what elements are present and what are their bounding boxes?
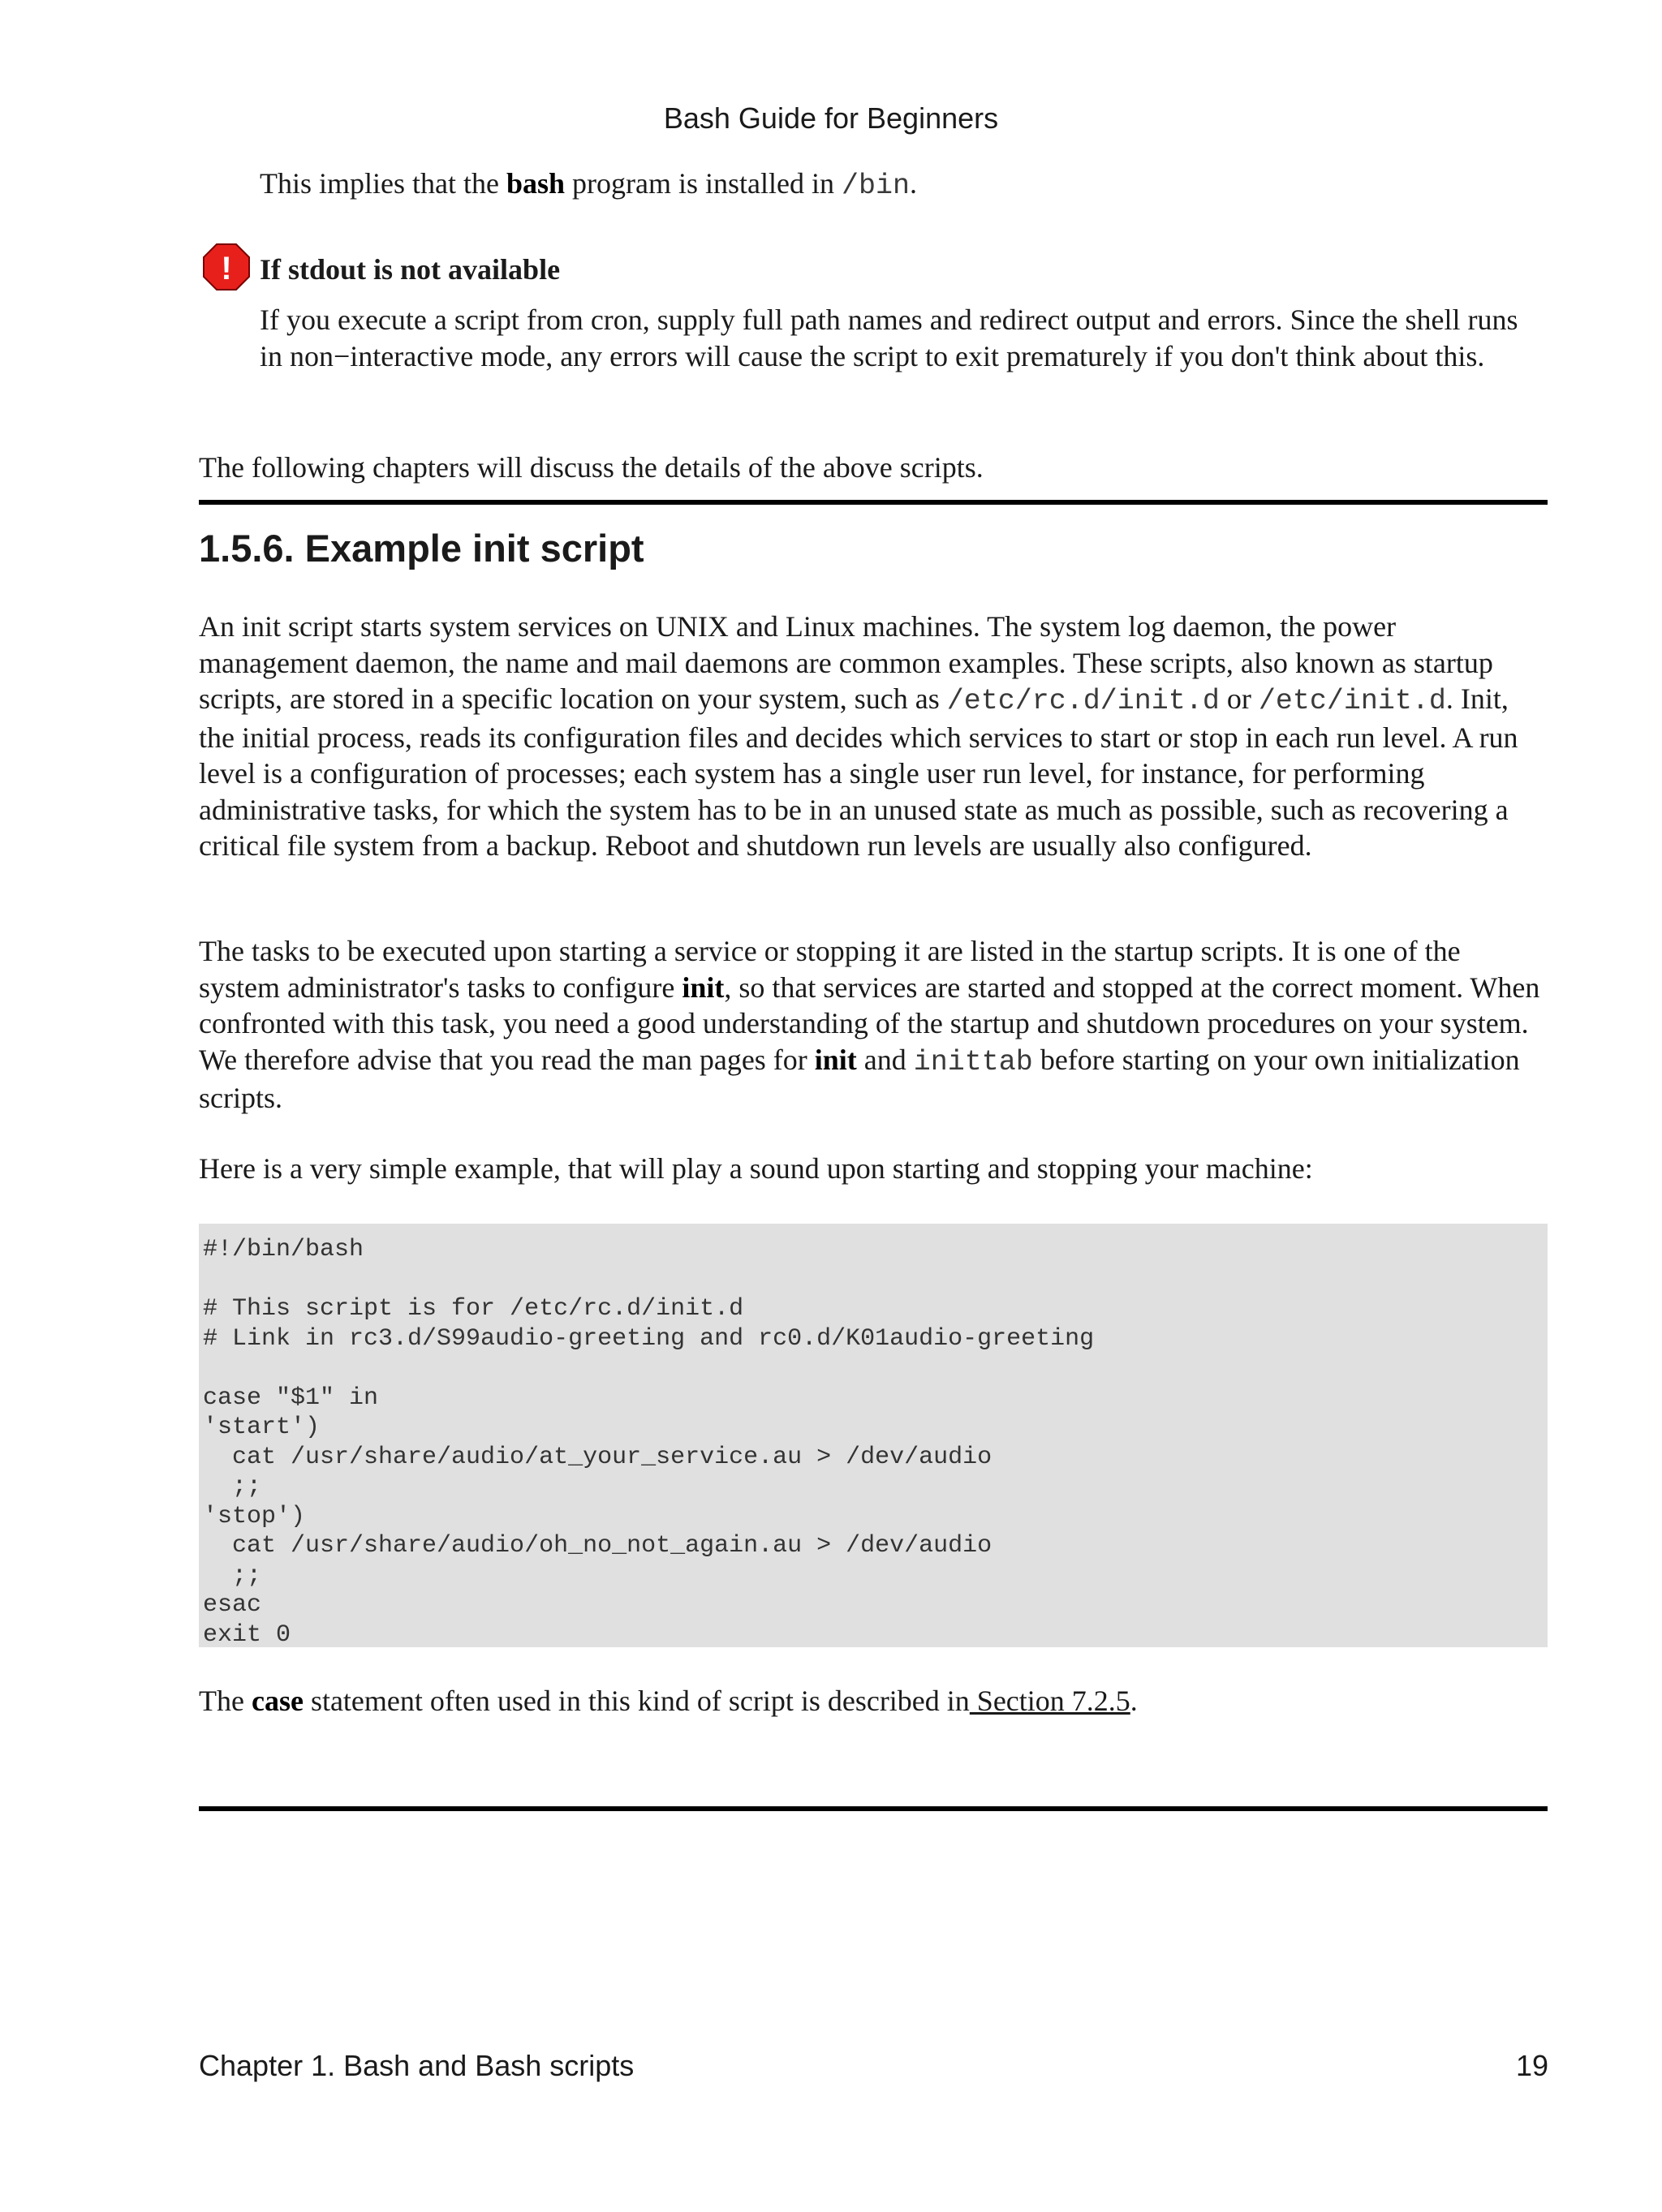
code-line: cat /usr/share/audio/at_your_service.au > /dev/audio (203, 1443, 992, 1471)
p1-code-rcd-initd: /etc/rc.d/init.d (946, 685, 1220, 717)
case-statement-paragraph (199, 1683, 1546, 1719)
init-script-paragraph-1 (199, 609, 1546, 864)
p4-text-a: The (199, 1685, 252, 1717)
section-divider-bottom (199, 1806, 1548, 1811)
p2-text-c: and (856, 1043, 914, 1076)
p2-text-b: , so that services are started and stopped at the correct moment. When confronted with this task, you need a good understanding of the startup and shutdown procedures on your system. We therefore advise that you read the man pages for (199, 970, 1540, 1076)
code-line: # Link in rc3.d/S99audio-greeting and rc0.d/K01audio-greeting (203, 1324, 1095, 1353)
code-line: ;; (203, 1473, 262, 1500)
example-intro-paragraph: Here is a very simple example, that will play a sound upon starting and stopping your machine: (199, 1152, 1313, 1185)
intro-paragraph (260, 166, 917, 204)
init-script-paragraph-2 (199, 933, 1546, 1117)
code-line: case "$1" in (203, 1384, 379, 1412)
p4-bold-case: case (251, 1685, 304, 1717)
footer-page-number: 19 (1515, 2049, 1548, 2082)
section-divider-top (199, 500, 1548, 505)
p1-text-b: or (1219, 682, 1259, 715)
p1-text-c: . Init, the initial process, reads its configuration files and decides which services to start or stop in each run level. A run level is a configuration of processes; each system has a single user run level, for instance, for performing administrative tasks, for which the system has to be in an unused state as much as possible, such as recovering a critical file system from a backup. Reboot and shutdown run levels are usually also configured. (199, 682, 1518, 862)
code-line: #!/bin/bash (203, 1236, 364, 1263)
running-header: Bash Guide for Beginners (663, 101, 999, 135)
code-line (203, 1353, 1548, 1384)
code-line: cat /usr/share/audio/oh_no_not_again.au > /dev/audio (203, 1532, 992, 1560)
p2-text-d: before starting on your own initialization scripts. (199, 1043, 1520, 1114)
code-line: # This script is for /etc/rc.d/init.d (203, 1295, 744, 1323)
p2-bold-init-2: init (814, 1043, 857, 1076)
p1-text-a: An init script starts system services on UNIX and Linux machines. The system log daemon, the power management daemon, the name and mail daemons are common examples. These scripts, also known as startup scripts, are stored in a specific location on your system, such as (199, 610, 1493, 715)
p2-code-inittab: inittab (913, 1045, 1033, 1078)
intro-code-bin: /bin (841, 170, 910, 202)
code-line: 'start') (203, 1414, 321, 1441)
p2-text-a: The tasks to be executed upon starting a service or stopping it are listed in the startup scripts. It is one of the system administrator's tasks to configure (199, 935, 1461, 1004)
code-line: esac (203, 1591, 262, 1619)
warning-title: If stdout is not available (260, 253, 561, 286)
following-chapters-text: The following chapters will discuss the details of the above scripts. (199, 451, 984, 484)
p1-code-initd: /etc/init.d (1258, 685, 1446, 717)
p4-text-c: . (1130, 1685, 1138, 1717)
intro-text-2: program is installed in (565, 167, 842, 200)
code-line (203, 1265, 1548, 1295)
code-listing (199, 1224, 1548, 1647)
intro-bold-bash: bash (506, 167, 566, 200)
p2-bold-init-1: init (682, 970, 725, 1004)
code-line: exit 0 (203, 1620, 291, 1649)
p4-text-b: statement often used in this kind of script is described in (303, 1685, 970, 1717)
exclamation-stop-icon (203, 243, 250, 290)
section-7-2-5-link[interactable]: Section 7.2.5 (969, 1685, 1130, 1717)
section-heading: 1.5.6. Example init script (199, 527, 644, 570)
exclamation-glyph: ! (221, 251, 232, 286)
intro-text-3: . (910, 167, 917, 200)
warning-body: If you execute a script from cron, supply full path names and redirect output and errors. Since the shell runs in non−interactive mode, any errors will cause the script to exit prematurely if you don't think about this. (260, 303, 1518, 372)
code-line: 'stop') (203, 1502, 306, 1530)
code-line: ;; (203, 1561, 262, 1590)
intro-text-1: This implies that the (260, 167, 506, 200)
footer-chapter-title: Chapter 1. Bash and Bash scripts (199, 2049, 635, 2082)
